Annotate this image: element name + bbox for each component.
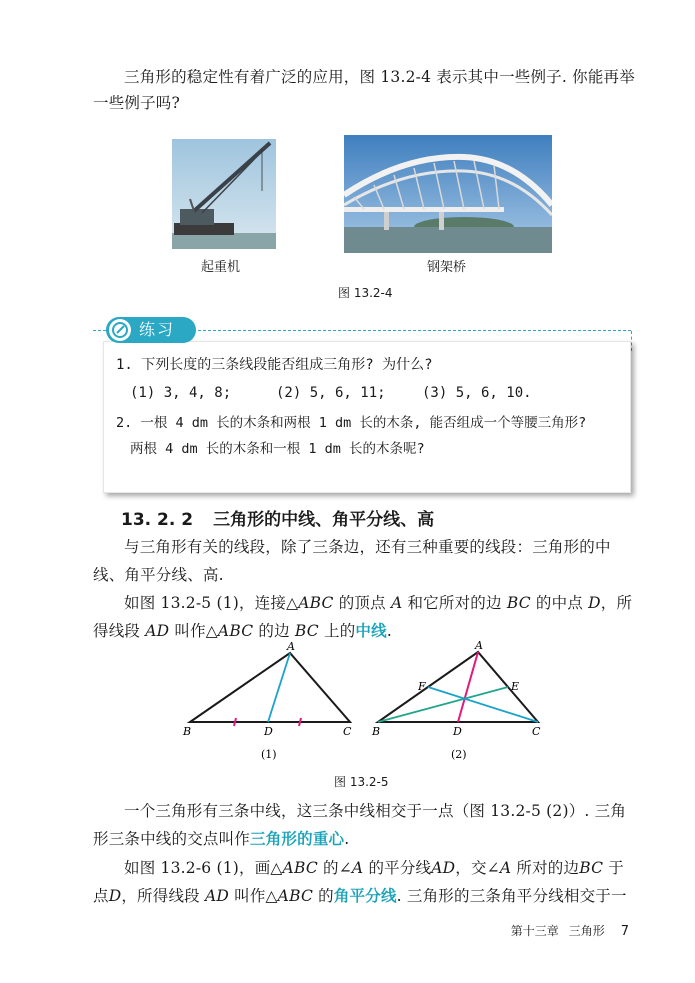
intro-paragraph <box>93 64 638 90</box>
text: 的顶点 <box>333 594 391 612</box>
text: 的边 <box>253 622 295 640</box>
point-A: A <box>351 859 364 877</box>
label-F: F <box>418 680 426 693</box>
triangle-name: ABC <box>277 887 314 905</box>
label-A: A <box>287 640 295 653</box>
footer-title: 三角形 <box>568 924 605 938</box>
practice-q1: 1. 下列长度的三条线段能否组成三角形? 为什么? <box>116 357 433 373</box>
page-number: 7 <box>620 924 629 939</box>
text: 如图 13.2-6 (1)，画△ <box>124 859 283 877</box>
triangle-name: ABC <box>217 622 254 640</box>
label-C: C <box>343 725 352 738</box>
text: 于 <box>603 859 624 877</box>
point-A: A <box>499 859 512 877</box>
practice-q2-line-2: 两根 4 dm 长的木条和一根 1 dm 长的木条呢? <box>130 441 425 457</box>
text: 的平分线 <box>363 859 432 877</box>
term-median: 中线 <box>355 621 387 640</box>
label-C: C <box>532 725 541 738</box>
text: ，所 <box>600 594 633 612</box>
text: 形三条中线的交点叫作 <box>93 830 251 848</box>
text: 得线段 <box>93 622 146 640</box>
point-D: D <box>588 594 601 612</box>
practice-q1-option-3: (3) 5, 6, 10. <box>422 385 532 401</box>
text: 的中点 <box>530 594 589 612</box>
practice-content <box>103 341 631 493</box>
practice-tag-label: 练习 <box>139 320 176 339</box>
paragraph-3-line-1: 一个三角形有三条中线，这三条中线相交于一点（图 13.2-5 (2)）. 三角 <box>124 802 627 820</box>
practice-q1-option-2: (2) 5, 6, 11; <box>276 385 386 401</box>
segment-AD: AD <box>204 887 230 905</box>
crane-photo <box>172 139 276 249</box>
median-AD <box>458 652 478 722</box>
text: 所对的边 <box>511 859 580 877</box>
text: 和它所对的边 <box>402 594 507 612</box>
term-centroid: 三角形的重心 <box>250 829 345 848</box>
triangle-name: ABC <box>282 859 318 877</box>
practice-box <box>93 320 631 499</box>
practice-q2-line-1: 2. 一根 4 dm 长的木条和两根 1 dm 长的木条, 能否组成一个等腰三角形? <box>116 415 587 431</box>
text: 如图 13.2-5 (1)，连接△ <box>124 594 299 612</box>
triangle-name: ABC <box>298 594 334 612</box>
subfigure-1-label: (1) <box>261 748 277 761</box>
text: . <box>386 622 392 640</box>
text: . <box>344 830 350 848</box>
point-A: A <box>390 594 403 612</box>
label-B: B <box>372 725 381 738</box>
text: 叫作△ <box>169 622 218 640</box>
intro-line-1: 三角形的稳定性有着广泛的应用，图 13.2-4 表示其中一些例子. 你能再举 <box>124 68 635 86</box>
paragraph-1-line-2: 线、角平分线、高. <box>93 566 224 584</box>
side-BC: BC <box>579 859 604 877</box>
text: 叫作△ <box>229 887 278 905</box>
footer-chapter: 第十三章 <box>510 924 559 938</box>
paragraph-1-line-1: 与三角形有关的线段，除了三条边，还有三种重要的线段：三角形的中 <box>124 538 611 556</box>
label-A: A <box>475 640 483 652</box>
term-angle-bisector: 角平分线 <box>333 886 397 905</box>
median-AD <box>268 653 290 722</box>
bridge-label: 钢架桥 <box>427 260 467 275</box>
intro-paragraph-cont <box>93 90 638 116</box>
crane-image <box>172 139 276 249</box>
bridge-photo <box>344 135 552 253</box>
segment-AD: AD <box>431 859 456 877</box>
text: ，交∠ <box>455 859 500 877</box>
figure-13-2-4-caption: 图 13.2-4 <box>338 286 393 300</box>
crane-label: 起重机 <box>201 260 241 275</box>
text: ，所得线段 <box>121 887 205 905</box>
tick-mark <box>299 718 301 726</box>
text: . 三角形的三条角平分线相交于一 <box>396 887 627 905</box>
label-E: E <box>511 680 520 693</box>
section-heading <box>121 505 434 530</box>
label-D: D <box>264 725 273 738</box>
label-D: D <box>453 725 462 738</box>
text: 上的 <box>318 622 356 640</box>
point-D: D <box>108 887 122 905</box>
practice-border-corner <box>631 331 632 351</box>
subfigure-2-label: (2) <box>451 748 467 761</box>
intro-line-2: 一些例子吗? <box>93 94 181 112</box>
bridge-image <box>344 135 552 253</box>
practice-tag <box>106 317 196 343</box>
text: 的 <box>313 887 334 905</box>
paragraph-4-line-2 <box>93 883 638 909</box>
side-BC: BC <box>294 622 319 640</box>
text: 的∠ <box>317 859 352 877</box>
label-B: B <box>183 725 192 738</box>
paragraph-4-line-1 <box>93 855 638 881</box>
text: 点 <box>93 887 109 905</box>
figure-13-2-5 <box>0 640 695 770</box>
segment-AD: AD <box>145 622 170 640</box>
pencil-icon <box>109 319 131 341</box>
side-BC: BC <box>506 594 531 612</box>
page-footer <box>501 922 629 939</box>
triangle-figure-2 <box>371 640 541 761</box>
section-number: 13. 2. 2 <box>121 510 194 530</box>
paragraph-2-line-1 <box>93 590 638 616</box>
section-title: 三角形的中线、角平分线、高 <box>213 510 435 530</box>
tick-mark <box>234 718 236 726</box>
paragraph-3-line-2 <box>93 826 638 852</box>
practice-q1-option-1: (1) 3, 4, 8; <box>130 385 232 401</box>
triangle-figure-1 <box>182 640 352 761</box>
figure-13-2-5-caption: 图 13.2-5 <box>334 775 389 789</box>
